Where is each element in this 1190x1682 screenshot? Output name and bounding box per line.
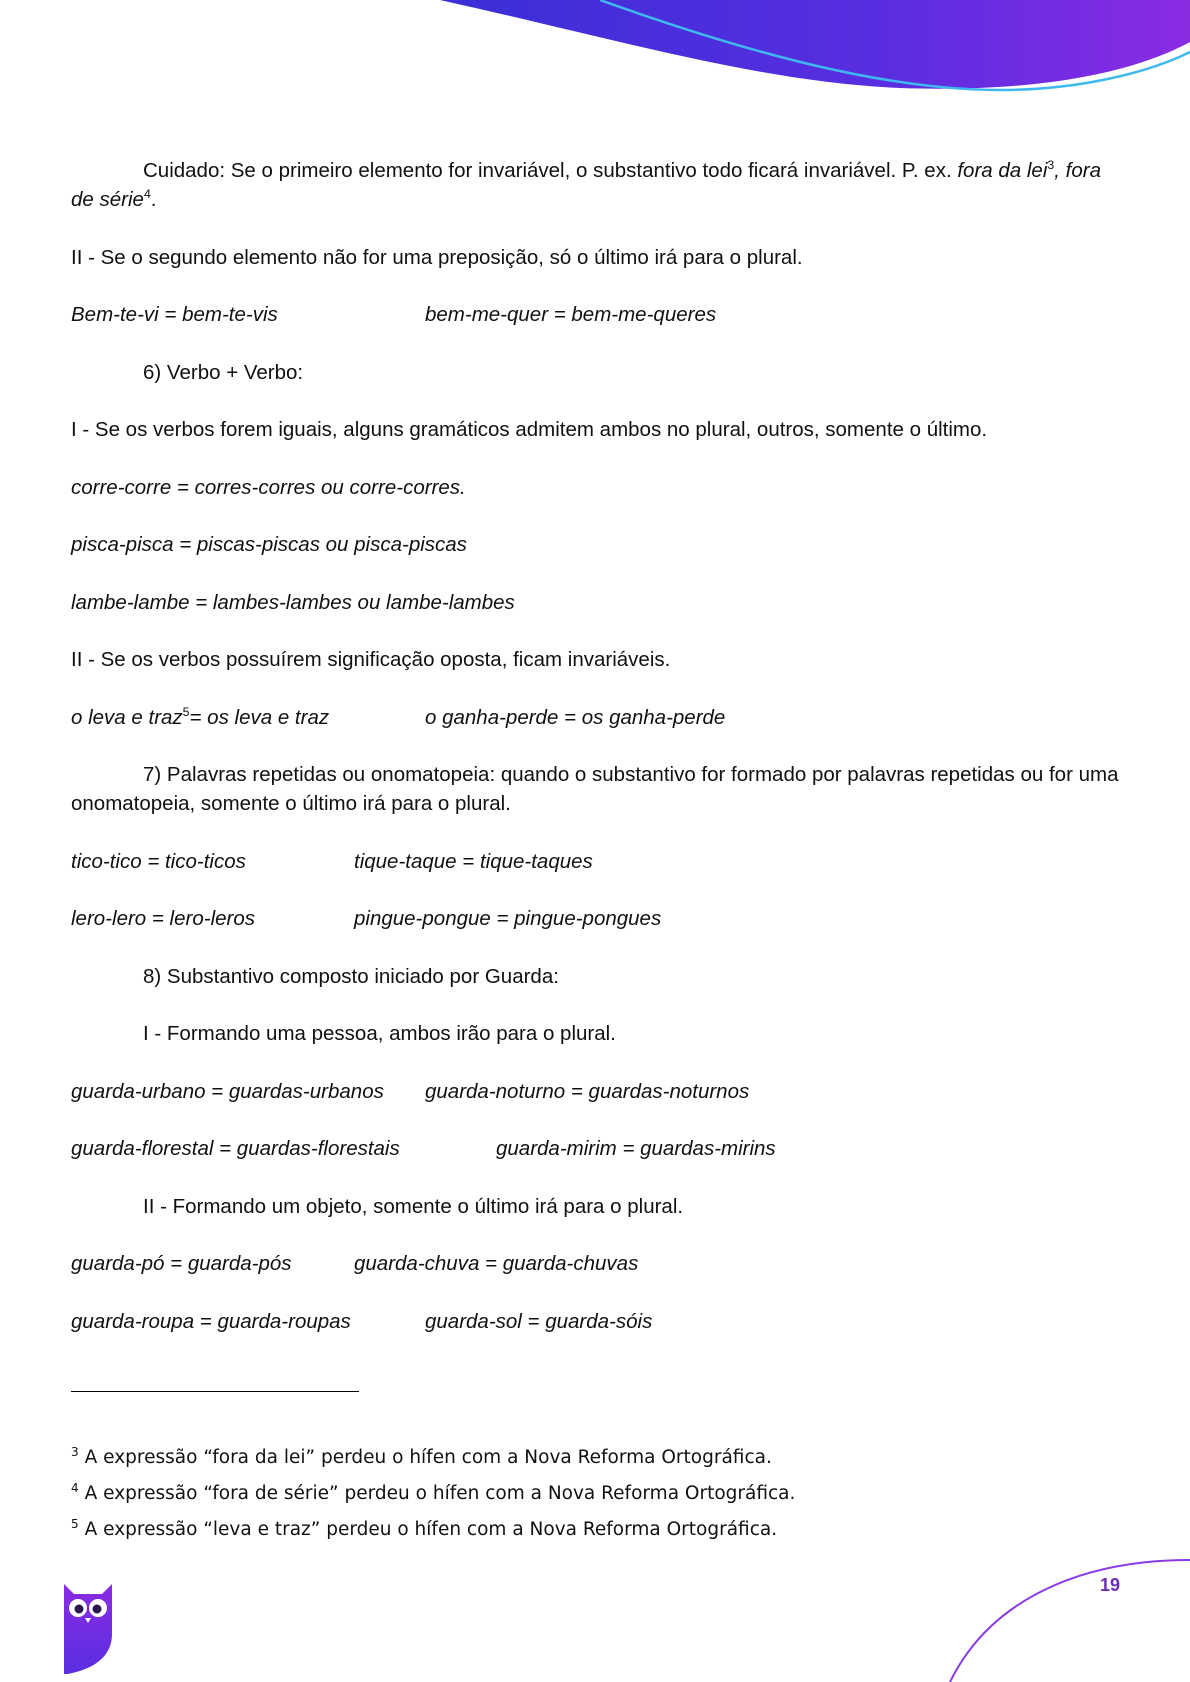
example-pinguepongue: pingue-pongue = pingue-pongues <box>354 907 662 930</box>
example-row-levaetraz <box>71 703 1123 732</box>
footnote-3 <box>71 1440 1111 1476</box>
footer-arc-decoration <box>0 1540 1190 1682</box>
owl-logo-icon <box>58 1576 118 1676</box>
example-guardaroupa: guarda-roupa = guarda-roupas <box>71 1309 351 1333</box>
cuidado-text: Cuidado: Se o primeiro elemento for invariável, o substantivo todo ficará invariável. P. ex. <box>143 159 958 182</box>
example-row-guardaroupa <box>71 1307 1123 1336</box>
example-bemmequer: bem-me-quer = bem-me-queres <box>425 303 717 326</box>
rule-II-preposicao: II - Se o segundo elemento não for uma preposição, só o último irá para o plural. <box>71 245 803 269</box>
example-bemtevi: Bem-te-vi = bem-te-vis <box>71 303 278 326</box>
heading-8: 8) Substantivo composto iniciado por Guarda: <box>143 964 559 988</box>
example-row-guardaurbano <box>71 1077 1123 1106</box>
example-lambelambe: lambe-lambe = lambes-lambes ou lambe-lambes <box>71 590 515 614</box>
rule-II-verbos: II - Se os verbos possuírem significação oposta, ficam invariáveis. <box>71 648 671 671</box>
rule-I-pessoa: I - Formando uma pessoa, ambos irão para o plural. <box>143 1022 616 1045</box>
example-tiquetaque: tique-taque = tique-taques <box>354 849 593 873</box>
example-correcorre: corre-corre = corres-corres ou corre-corres. <box>71 475 466 499</box>
example-ticotico: tico-tico = tico-ticos <box>71 849 246 873</box>
cuidado-paragraph <box>71 156 1123 214</box>
example-row-bemtevi <box>71 300 1123 329</box>
footnote-ref-5: 5 <box>182 704 190 719</box>
example-piscapisca: pisca-pisca = piscas-piscas ou pisca-piscas <box>71 533 467 556</box>
example-levaetraz <box>71 703 329 732</box>
example-guardamirim: guarda-mirim = guardas-mirins <box>496 1137 776 1160</box>
page-number: 19 <box>1099 1575 1121 1595</box>
cuidado-separator: , <box>1054 159 1066 182</box>
rule-I-verbos: I - Se os verbos forem iguais, alguns gramáticos admitem ambos no plural, outros, somente o último. <box>71 418 988 441</box>
footnote-ref-3: 3 <box>1047 158 1055 173</box>
example-row-guardaflorestal <box>71 1134 1123 1163</box>
footnote-text: A expressão “fora de série” perdeu o hífen com a Nova Reforma Ortográfica. <box>84 1483 796 1504</box>
footnote-number: 3 <box>71 1444 79 1459</box>
heading-7: 7) Palavras repetidas ou onomatopeia: quando o substantivo for formado por palavras repetidas ou for uma onomatopeia, somente o último irá para o plural. <box>71 763 1119 815</box>
example-levaetraz-term: o leva e traz <box>71 705 183 729</box>
example-guardanoturno: guarda-noturno = guardas-noturnos <box>425 1079 750 1103</box>
footnote-number: 4 <box>71 1480 79 1495</box>
example-row-lerolero <box>71 904 1123 933</box>
footnote-4 <box>71 1476 1111 1512</box>
example-levaetraz-plural: = os leva e traz <box>189 705 330 729</box>
example-guardachuva: guarda-chuva = guarda-chuvas <box>354 1252 639 1275</box>
heading-6: 6) Verbo + Verbo: <box>143 360 304 384</box>
example-guardaurbano: guarda-urbano = guardas-urbanos <box>71 1079 384 1103</box>
page-content <box>71 156 1123 1364</box>
header-wave-decoration <box>0 0 1190 120</box>
footnote-text: A expressão “leva e traz” perdeu o hífen com a Nova Reforma Ortográfica. <box>84 1519 778 1540</box>
cuidado-example-2: fora de série <box>71 159 1101 211</box>
footnote-number: 5 <box>71 1516 79 1531</box>
example-row-guardapo <box>71 1249 1123 1278</box>
example-guardaflorestal: guarda-florestal = guardas-florestais <box>71 1137 400 1160</box>
example-guardasol: guarda-sol = guarda-sóis <box>425 1309 653 1333</box>
cuidado-example-1: fora da lei <box>957 159 1048 182</box>
footnote-ref-4: 4 <box>143 187 151 202</box>
footnote-separator <box>71 1391 359 1392</box>
example-lerolero: lero-lero = lero-leros <box>71 907 255 930</box>
example-row-ticotico <box>71 847 1123 876</box>
footnote-text: A expressão “fora da lei” perdeu o hífen com a Nova Reforma Ortográfica. <box>84 1447 772 1468</box>
rule-II-objeto: II - Formando um objeto, somente o último irá para o plural. <box>143 1194 684 1218</box>
footnotes <box>71 1440 1111 1548</box>
cuidado-end: . <box>150 188 157 211</box>
example-ganhaperde: o ganha-perde = os ganha-perde <box>425 705 726 729</box>
example-guardapo: guarda-pó = guarda-pós <box>71 1252 292 1275</box>
